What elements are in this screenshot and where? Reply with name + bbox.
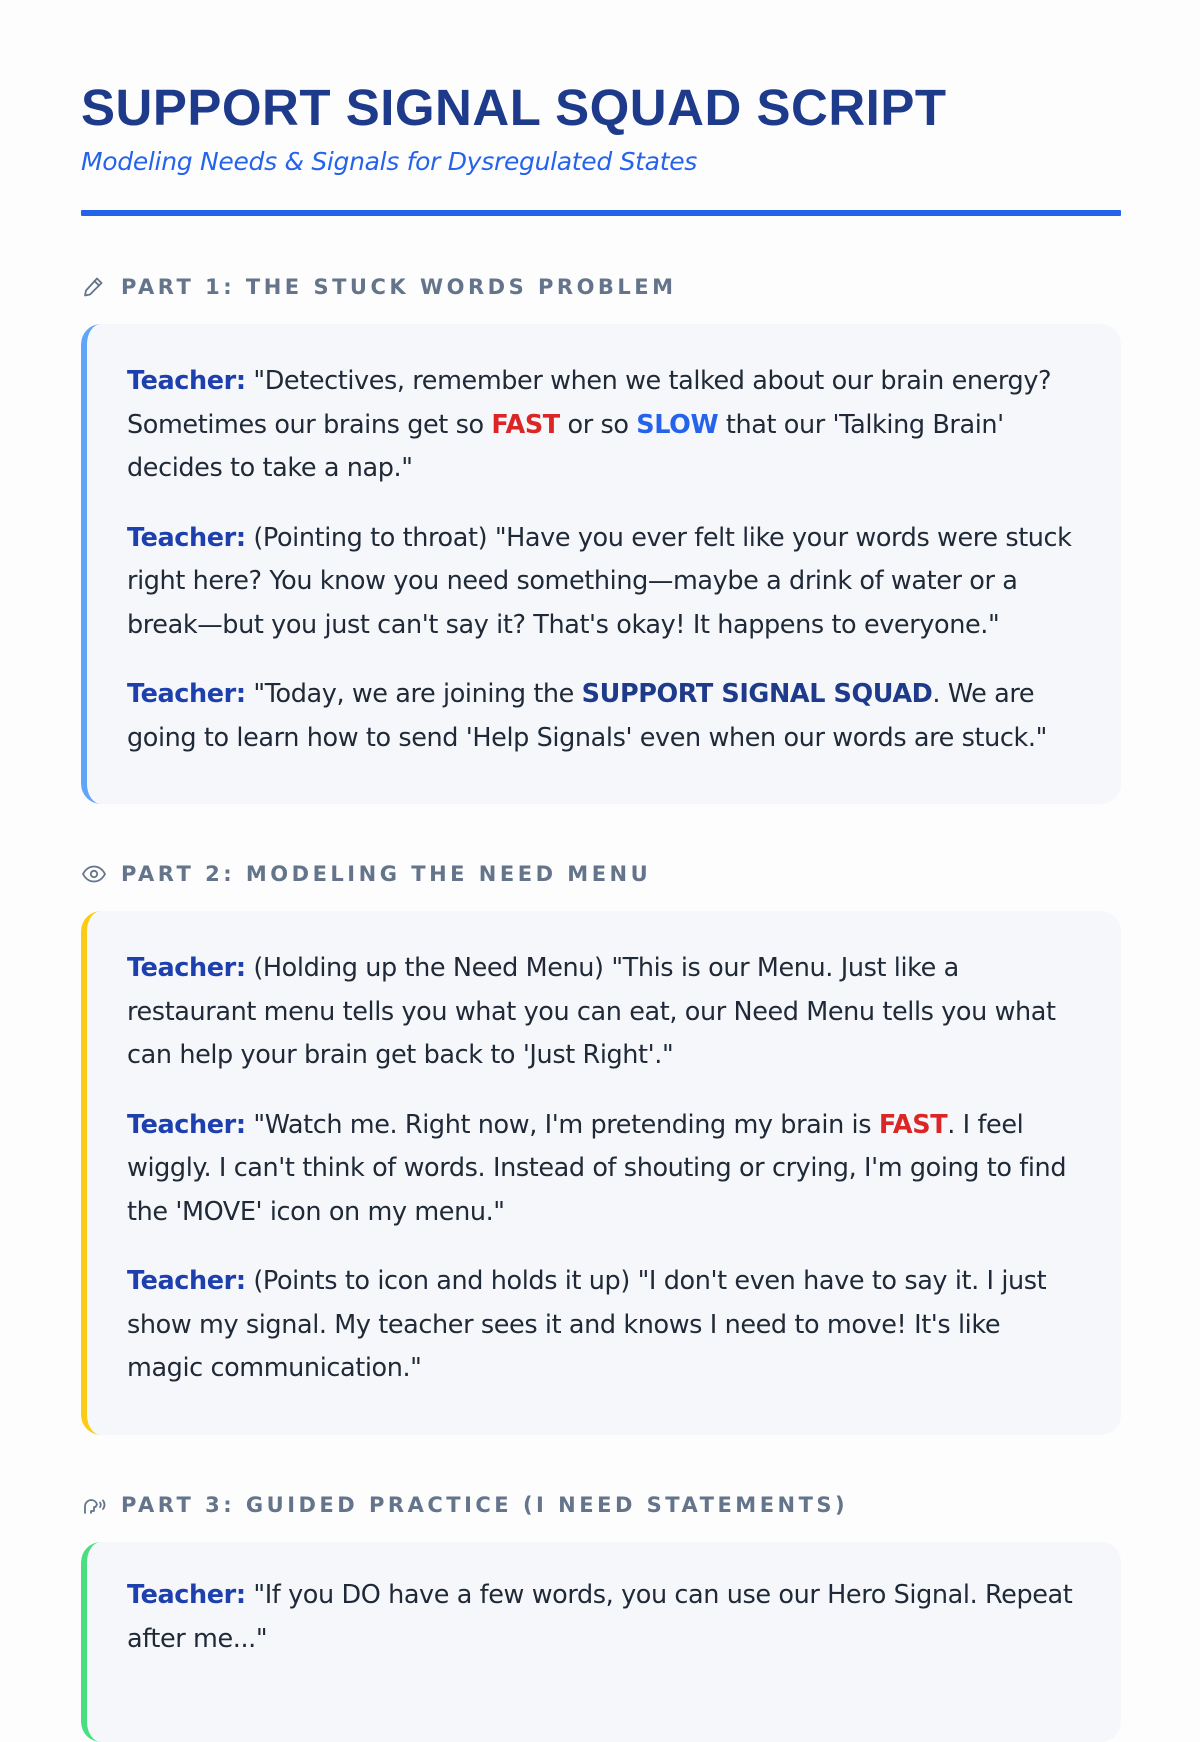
script-card-part-3 bbox=[81, 1542, 1121, 1742]
speaker-label: Teacher: bbox=[127, 1109, 246, 1140]
teacher-line: Teacher: (Pointing to throat) "Have you ever felt like your words were stuck right here? You know you need something—maybe a drink of water or a break—but you just can't say it? That's okay! It happens to everyone." bbox=[127, 522, 1072, 640]
speaker-label: Teacher: bbox=[127, 679, 246, 709]
teacher-line: Teacher: "Today, we are joining the SUPPORT SIGNAL SQUAD. We are going to learn how to send 'Help Signals' even when our words are stuck." bbox=[127, 679, 1047, 753]
script-card-part-2 bbox=[81, 911, 1121, 1435]
section-heading-part-3 bbox=[81, 1490, 1121, 1520]
teacher-line: Teacher: (Holding up the Need Menu) "This is our Menu. Just like a restaurant menu tells you what you can eat, our Need Menu tells you what can help your brain get back to 'Just Right'." bbox=[127, 953, 1056, 1070]
pencil-icon bbox=[81, 274, 107, 300]
squad-keyword: SUPPORT SIGNAL SQUAD bbox=[581, 679, 933, 709]
speaker-label: Teacher: bbox=[127, 522, 246, 553]
teacher-line: Teacher: "Watch me. Right now, I'm pretending my brain is FAST. I feel wiggly. I can't think of words. Instead of shouting or crying, I'm going to find the 'MOVE' icon on my menu." bbox=[127, 1109, 1067, 1227]
section-heading-label: PART 1: THE STUCK WORDS PROBLEM bbox=[121, 275, 677, 299]
fast-keyword: FAST bbox=[491, 409, 560, 440]
teacher-line: Teacher: "If you DO have a few words, you can use our Hero Signal. Repeat after me..." bbox=[127, 1580, 1073, 1654]
title-divider bbox=[81, 210, 1121, 216]
speaker-label: Teacher: bbox=[127, 1266, 246, 1296]
script-card-part-1 bbox=[81, 324, 1121, 804]
speaking-head-icon bbox=[81, 1492, 107, 1518]
section-heading-label: PART 2: MODELING THE NEED MENU bbox=[121, 862, 652, 886]
teacher-line: Teacher: "Detectives, remember when we talked about our brain energy? Sometimes our brains get so FAST or so SLOW that our 'Talking Brain' decides to take a nap." bbox=[127, 366, 1052, 483]
page-subtitle: Modeling Needs & Signals for Dysregulated States bbox=[81, 147, 698, 176]
section-heading-part-2 bbox=[81, 859, 1121, 889]
section-heading-part-1 bbox=[81, 272, 1121, 302]
slow-keyword: SLOW bbox=[636, 409, 719, 440]
speaker-label: Teacher: bbox=[127, 1580, 246, 1610]
fast-keyword: FAST bbox=[878, 1109, 948, 1140]
section-heading-label: PART 3: GUIDED PRACTICE (I NEED STATEMENTS) bbox=[121, 1493, 849, 1517]
speaker-label: Teacher: bbox=[127, 953, 246, 983]
page-title: SUPPORT SIGNAL SQUAD SCRIPT bbox=[81, 79, 947, 136]
teacher-line: Teacher: (Points to icon and holds it up) "I don't even have to say it. I just show my signal. My teacher sees it and knows I need to move! It's like magic communication." bbox=[127, 1266, 1047, 1383]
speaker-label: Teacher: bbox=[127, 366, 246, 396]
eye-icon bbox=[81, 861, 107, 887]
